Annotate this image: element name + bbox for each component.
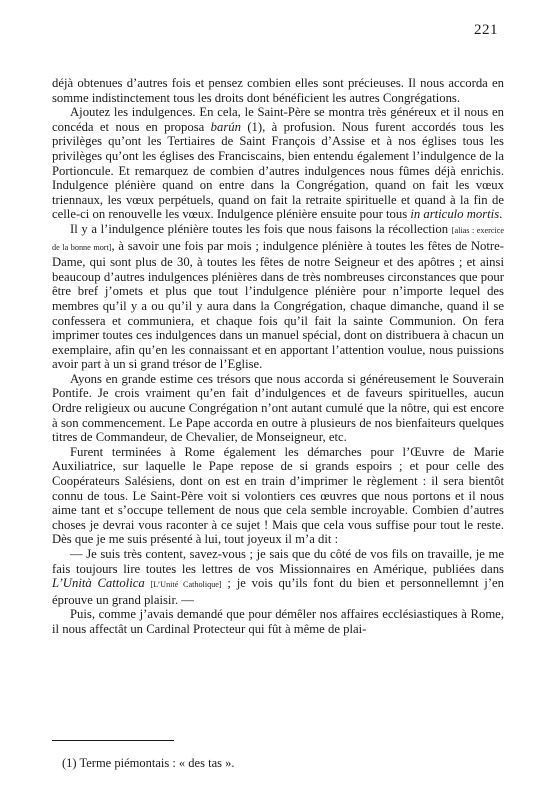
text-run: — Je suis très content, savez-vous ; je sais que du côté de vos fils on travaille, je me fais toujours lire toutes les lettres de vos Missionnaires en Amérique, publiées dans — [52, 547, 504, 576]
italic-text: barún — [210, 119, 241, 134]
paragraph — [52, 105, 504, 222]
text-run: Ajoutez les indulgences. En cela, le Saint-Père se montra très généreux et il nous en concéda et nous en proposa — [52, 105, 504, 134]
page-number: 221 — [474, 22, 498, 38]
paragraph — [52, 445, 504, 547]
editorial-note: [alias : exercice de la bonne mort] — [52, 225, 504, 252]
footnote-text: Terme piémontais : « des tas ». — [79, 756, 235, 770]
footnote — [62, 756, 234, 771]
paragraph — [52, 607, 504, 636]
editorial-note: [L’Unité Catholique] — [150, 580, 222, 590]
text-run: , à savoir une fois par mois ; indulgence plénière à toutes les fêtes de Notre-Dame, qui sont plus de 30, à toutes les fêtes de notre Seigneur et des apôtres ; et ainsi beaucoup d’autres indulgences plénières dans de très nombreuses circonstances que pour être bref j’omets et plus que tout l’indulgence plénière pour n’importe lequel des membres qu’il y a ou qu’il y aura dans la Congrégation, chaque dimanche, quand il se confessera et communiera, et chaque fois qu’il fait la sainte Communion. On fera imprimer toutes ces indulgences dans un manuel spécial, dont on distribuera à chacun un exemplaire, afin qu’en les connaissant et en apportant l’attention voulue, nous puissions avoir part à un si grand trésor de l’Eglise. — [52, 238, 504, 372]
text-run: . — [499, 207, 503, 222]
text-run: ; je vois qu’ils font du bien et personnellemnt j’en éprouve un grand plaisir. — — [52, 576, 505, 607]
text-run: Puis, comme j’avais demandé que pour démêler nos affaires ecclésiastiques à Rome, il nous affectât un Cardinal Protecteur qui fût à même de plai- — [52, 607, 504, 636]
italic-text: in articulo mortis — [410, 207, 500, 222]
paragraph — [52, 76, 504, 105]
footnote-divider — [52, 740, 174, 741]
text-run: Ayons en grande estime ces trésors que nous accorda si généreusement le Souverain Pontife. Je crois vraiment qu’en fait d’indulgences et de faveurs spirituelles, aucun Ordre religieux ou aucune Congrégation n’ont autant cumulé que la nôtre, qui est encore à son commencement. Le Pape accorda en outre à plusieurs de nos bienfaiteurs quelques titres de Commandeur, de Chevalier, de Monseigneur, etc. — [52, 371, 504, 445]
italic-text: L’Unità Cattolica — [52, 576, 145, 591]
text-run: (1), à profusion. Nous furent accordés tous les privilèges qu’ont les Tertiaires de Saint François d’Assise et à nos églises tous les privilèges qu’ont les églises des Franciscains, bien entendu également l’indulgence de la Portioncule. Et remarquez de combien d’autres indulgences nous fûmes déjà enrichis. Indulgence plénière quand on entre dans la Congrégation, quand on fait les vœux triennaux, les vœux perpétuels, quand on fait la retraite spirituelle et quand à la fin de celle-ci on renouvelle les vœux. Indulgence plénière ensuite pour tous — [52, 119, 504, 222]
paragraph — [52, 547, 504, 607]
text-run: Il y a l’indulgence plénière toutes les fois que nous faisons la récollection — [70, 221, 452, 236]
text-run: déjà obtenues d’autres fois et pensez combien elles sont précieuses. Il nous accorda en somme indistinctement tous les droits dont bénéficient les autres Congrégations. — [52, 76, 504, 105]
text-run: Furent terminées à Rome également les démarches pour l’Œuvre de Marie Auxiliatrice, sur laquelle le Pape repose de si grands espoirs ; et pour celle des Coopérateurs Salésiens, dont on est en train d’imprimer le règlement : il sera bientôt connu de tous. Le Saint-Père voit si volontiers ces œuvres que nous portons et il nous aime tant et s’occupe tellement de nous que cela semble incroyable. Combien d’autres choses je devrai vous raconter à ce sujet ! Mais que cela vous suffise pour tout le reste. Dès que je me suis présenté à lui, tout joyeux il m’a dit : — [52, 444, 504, 547]
footnote-marker: (1) — [62, 756, 77, 770]
body-text — [52, 76, 504, 637]
paragraph — [52, 372, 504, 445]
paragraph — [52, 222, 504, 372]
